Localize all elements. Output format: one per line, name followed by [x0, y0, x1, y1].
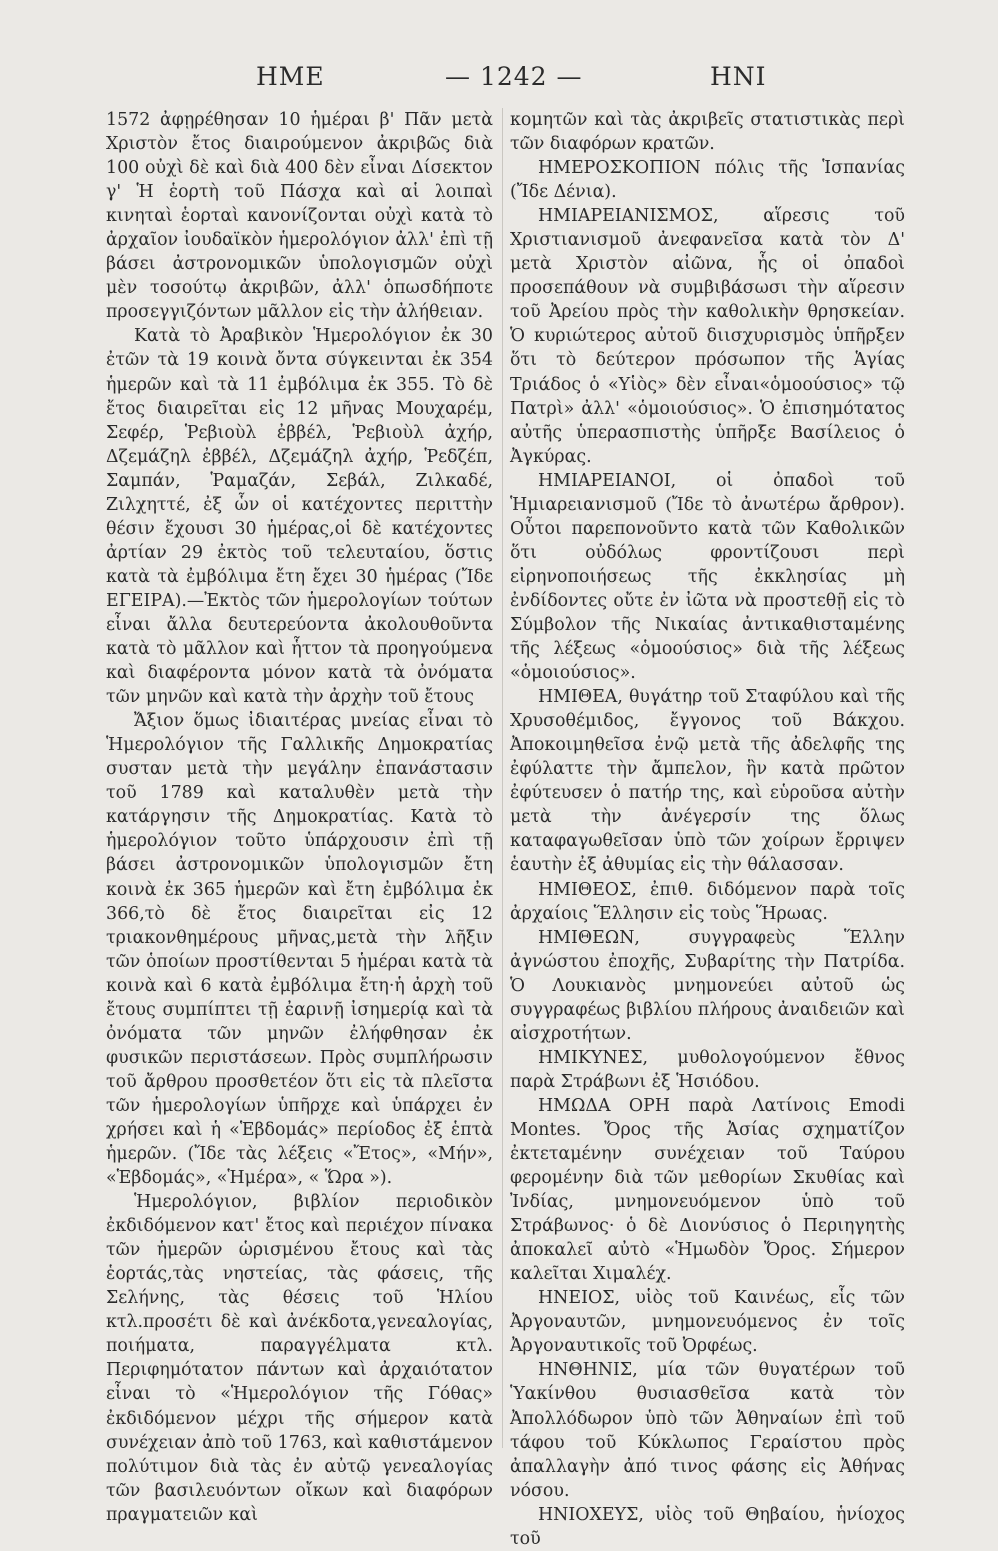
left-column	[106, 108, 493, 1525]
dictionary-entry: ΗΜΕΡΟΣΚΟΠΙΟΝ πόλις τῆς Ἱσπανίας (Ἴδε Δένια).	[510, 158, 905, 203]
page-number: — 1242 —	[445, 62, 583, 91]
paragraph: Ἡμερολόγιον, βιβλίον περιοδικὸν ἐκδιδόμενον κατ' ἔτος καὶ περιέχον πίνακα τῶν ἡμερῶν ὡρισμένου ἔτους καὶ τὰς ἑορτάς,τὰς νηστείας, τὰς φάσεις, τῆς Σελήνης, τὰς θέσεις τοῦ Ἡλίου κτλ.προσέτι δὲ καὶ ἀνέκδοτα,γενεαλογίας, ποιήματα, παραγγέλματα κτλ. Περιφημότατον πάντων καὶ ἀρχαιότατον εἶναι τὸ «Ἡμερολόγιον τῆς Γόθας» ἐκδιδόμενον μέχρι τῆς σήμερον κατὰ συνέχειαν ἀπὸ τοῦ 1763, καὶ καθιστάμενον πολύτιμον διὰ τὰς ἐν αὐτῷ γενεαλογίας τῶν βασιλευόντων οἴκων καὶ διαφόρων πραγματειῶν καὶ	[106, 1192, 493, 1525]
dictionary-entry: ΗΜΙΘΕΟΣ, ἐπιθ. διδόμενον παρὰ τοῖς ἀρχαίοις Ἕλλησιν εἰς τοὺς Ἥρωας.	[510, 879, 905, 924]
header-right-guideword: ΗΝΙ	[710, 62, 767, 91]
header-left-guideword: ΗΜΕ	[256, 62, 325, 91]
column-divider	[502, 108, 503, 1448]
dictionary-entry: ΗΜΙΘΕΩΝ, συγγραφεὺς Ἕλλην ἀγνώστου ἐποχῆς, Συβαρίτης τὴν Πατρίδα. Ὁ Λουκιανὸς μνημονεύει αὐτοῦ ὡς συγγραφέως βιβλίου πλήρους ἀναιδειῶν καὶ αἰσχροτήτων.	[510, 927, 905, 1044]
paragraph: Κατὰ τὸ Ἀραβικὸν Ἡμερολόγιον ἐκ 30 ἐτῶν τὰ 19 κοινὰ ὄντα σύγκεινται ἐκ 354 ἡμερῶν καὶ τὰ 11 ἐμβόλιμα ἐκ 355. Τὸ δὲ ἔτος διαιρεῖται εἰς 12 μῆνας Μουχαρέμ, Σεφέρ, Ῥεβιοὺλ ἐββέλ, Ῥεβιοὺλ ἀχήρ, Δζεμάζηλ ἐββέλ, Δζεμάζηλ ἀχήρ, Ῥεδζέπ, Σαμπάν, Ῥαμαζάν, Σεβάλ, Ζιλκαδέ, Ζιλχηττέ, ἐξ ὧν οἱ κατέχοντες περιττὴν θέσιν ἔχουσι 30 ἡμέρας,οἱ δὲ κατέχοντες ἀρτίαν 29 ἐκτὸς τοῦ τελευταίου, ὅστις κατὰ τὰ ἐμβόλιμα ἔτη ἔχει 30 ἡμέρας (Ἴδε ΕΓΕΙΡΑ).—Ἐκτὸς τῶν ἡμερολογίων τούτων εἶναι ἄλλα δευτερεύοντα ἀκολουθοῦντα κατὰ τὸ μᾶλλον καὶ ἧττον τὰ προηγούμενα καὶ διαφέροντα μόνον κατὰ τὰ ὀνόματα τῶν μηνῶν καὶ κατὰ τὴν ἀρχὴν τοῦ ἔτους	[106, 326, 493, 708]
paragraph: 1572 ἀφῃρέθησαν 10 ἡμέραι β' Πᾶν μετὰ Χριστὸν ἔτος διαιρούμενον ἀκριβῶς διὰ 100 οὐχὶ δὲ καὶ διὰ 400 δὲν εἶναι Δίσεκτον γ' Ἡ ἑορτὴ τοῦ Πάσχα καὶ αἱ λοιπαὶ κινηταὶ ἑορταὶ κανονίζονται οὐχὶ κατὰ τὸ ἀρχαῖον ἰουδαϊκὸν ἡμερολόγιον ἀλλ' ἐπὶ τῇ βάσει ἀστρονομικῶν ὑπολογισμῶν οὐχὶ μὲν τοσούτῳ ἀκριβῶν, ἀλλ' ὁπωσδήποτε προσεγγιζόντων μᾶλλον εἰς τὴν ἀλήθειαν.	[106, 110, 493, 323]
dictionary-entry: ΗΜΙΑΡΕΙΑΝΟΙ, οἱ ὀπαδοὶ τοῦ Ἡμιαρειανισμοῦ (Ἴδε τὸ ἀνωτέρω ἄρθρον). Οὗτοι παρεπονοῦντο κατὰ τῶν Καθολικῶν ὅτι οὐδόλως φροντίζουσι περὶ εἰρηνοποιήσεως τῆς ἐκκλησίας μὴ ἐνδίδοντες οὔτε ἐν ἰῶτα νὰ προστεθῇ εἰς τὸ Σύμβολον τῆς Νικαίας ἀντικαθισταμένης τῆς λέξεως «ὁμοούσιος» διὰ τῆς λέξεως «ὁμοιούσιος».	[510, 470, 905, 684]
dictionary-entry: ΗΜΙΚΥΝΕΣ, μυθολογούμενον ἔθνος παρὰ Στράβωνι ἐξ Ἡσιόδου.	[510, 1047, 905, 1092]
paragraph: Ἄξιον ὅμως ἰδιαιτέρας μνείας εἶναι τὸ Ἡμερολόγιον τῆς Γαλλικῆς Δημοκρατίας συσταν μετὰ τὴν μεγάλην ἐπανάστασιν τοῦ 1789 καὶ καταλυθὲν μετὰ τὴν κατάργησιν τῆς Δημοκρατίας. Κατὰ τὸ ἡμερολόγιον τοῦτο ὑπάρχουσιν ἐπὶ τῇ βάσει ἀστρονομικῶν ὑπολογισμῶν ἔτη κοινὰ ἐκ 365 ἡμερῶν καὶ ἔτη ἐμβόλιμα ἐκ 366,τὸ δὲ ἔτος διαιρεῖται εἰς 12 τριακονθημέρους μῆνας,μετὰ τὴν λῆξιν τῶν ὁποίων προστίθενται 5 ἡμέραι κατὰ τὰ κοινὰ καὶ 6 κατὰ ἐμβόλιμα ἔτη·ἡ ἀρχὴ τοῦ ἔτους συμπίπτει τῇ ἐαρινῇ ἰσημερίᾳ καὶ τὰ ὀνόματα τῶν μηνῶν ἐλήφθησαν ἐκ φυσικῶν περιστάσεων. Πρὸς συμπλήρωσιν τοῦ ἄρθρου προσθετέον ὅτι εἰς τὰ πλεῖστα τῶν ἡμερολογίων ὑπῆρχε καὶ ὑπάρχει ἐν χρήσει καὶ ἡ «Ἑβδομάς» περίοδος ἐξ ἑπτὰ ἡμερῶν. (Ἴδε τὰς λέξεις «Ἔτος», «Μήν», «Ἑβδομάς», «Ἡμέρα», « Ὥρα »).	[106, 711, 493, 1189]
dictionary-entry: ΗΜΙΘΕΑ, θυγάτηρ τοῦ Σταφύλου καὶ τῆς Χρυσοθέμιδος, ἔγγονος τοῦ Βάκχου. Ἀποκοιμηθεῖσα ἐνῷ μετὰ τῆς ἀδελφῆς της ἐφύλαττε τὴν ἄμπελον, ἣν κατὰ πρῶτον ἐφύτευσεν ὁ πατήρ της, καὶ εὑροῦσα αὐτὴν μετὰ τὴν ἀνέγερσίν της ὅλως καταφαγωθεῖσαν ὑπὸ τῶν χοίρων ἔρριψεν ἑαυτὴν ἐξ ἀθυμίας εἰς τὴν θάλασσαν.	[510, 687, 905, 876]
page-header	[0, 62, 998, 102]
right-column	[510, 108, 905, 1549]
dictionary-entry: ΗΝΕΙΟΣ, υἱὸς τοῦ Καινέως, εἷς τῶν Ἀργοναυτῶν, μνημονευόμενος ἐν τοῖς Ἀργοναυτικοῖς τοῦ Ὀρφέως.	[510, 1288, 905, 1357]
dictionary-entry: ΗΜΙΑΡΕΙΑΝΙΣΜΟΣ, αἵρεσις τοῦ Χριστιανισμοῦ ἀνεφανεῖσα κατὰ τὸν Δ' μετὰ Χριστὸν αἰῶνα, ἧς οἱ ὀπαδοὶ προσεπάθουν νὰ συμβιβάσωσι τὴν αἵρεσιν τοῦ Ἀρείου πρὸς τὴν καθολικὴν θρησκείαν. Ὁ κυριώτερος αὐτοῦ διισχυρισμὸς ὑπῆρξεν ὅτι τὸ δεύτερον πρόσωπον τῆς Ἁγίας Τριάδος ὁ «Υἱὸς» δὲν εἶναι«ὁμοούσιος» τῷ Πατρὶ» ἀλλ' «ὁμοιούσιος». Ὁ ἐπισημότατος αὐτῆς ὑπερασπιστὴς ὑπῆρξε Βασίλειος ὁ Ἀγκύρας.	[510, 206, 905, 467]
paragraph: κομητῶν καὶ τὰς ἀκριβεῖς στατιστικὰς περὶ τῶν διαφόρων κρατῶν.	[510, 110, 905, 155]
dictionary-entry: ΗΝΘΗΝΙΣ, μία τῶν θυγατέρων τοῦ Ὑακίνθου θυσιασθεῖσα κατὰ τὸν Ἀπολλόδωρον ὑπὸ τῶν Ἀθηναίων ἐπὶ τοῦ τάφου τοῦ Κύκλωπος Γεραίστου πρὸς ἀπαλλαγὴν ἀπό τινος φάσης εἰς Ἀθήνας νόσου.	[510, 1360, 905, 1501]
dictionary-entry: ΗΝΙΟΧΕΥΣ, υἱὸς τοῦ Θηβαίου, ἡνίοχος τοῦ	[510, 1504, 905, 1549]
dictionary-entry: ΗΜΩΔΑ ΟΡΗ παρὰ Λατίνοις Emodi Montes. Ὄρος τῆς Ἀσίας σχηματίζον ἐκτεταμένην συνέχειαν τοῦ Ταύρου φερομένην διὰ τῶν μεθορίων Σκυθίας καὶ Ἰνδίας, μνημονευόμενον ὑπὸ τοῦ Στράβωνος· ὁ δὲ Διονύσιος ὁ Περιηγητὴς ἀποκαλεῖ αὐτὸ «Ἡμωδὸν Ὄρος. Σήμερον καλεῖται Χιμαλέχ.	[510, 1095, 905, 1285]
